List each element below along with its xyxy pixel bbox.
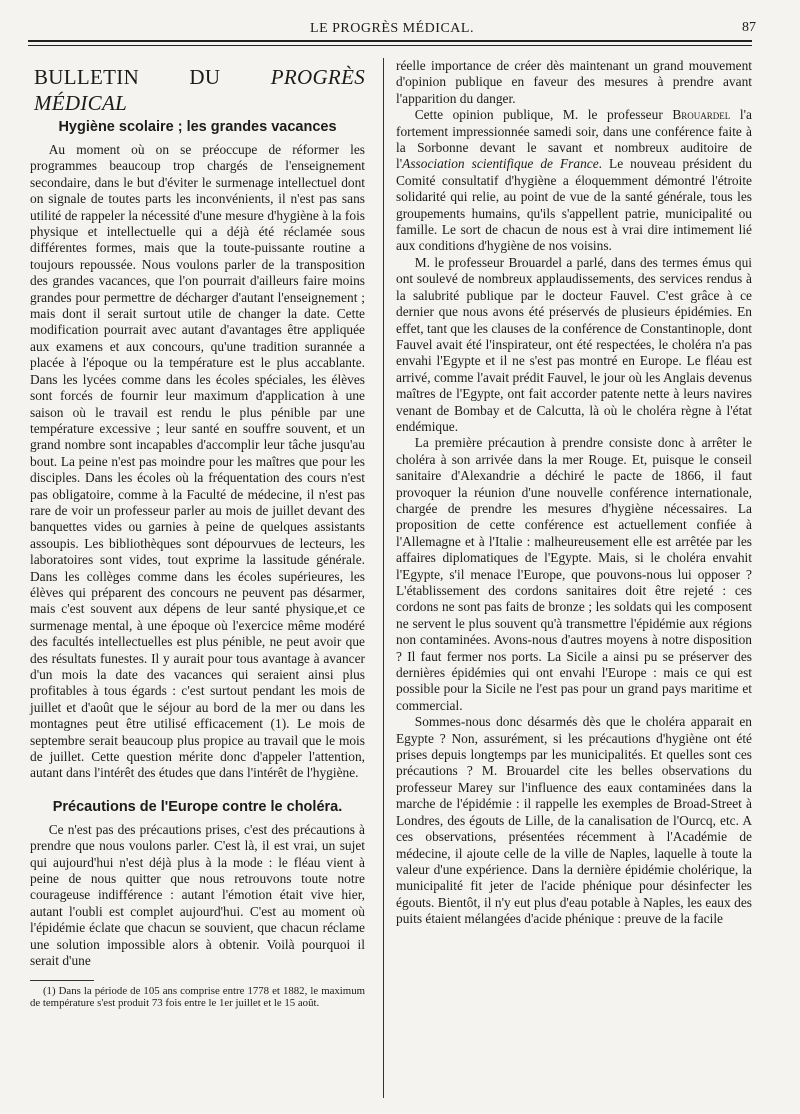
footnote: (1) Dans la période de 105 ans comprise entre 1778 et 1882, le maximum de température s'est produit 73 fois entre le 1er juillet et le 15 août. bbox=[30, 984, 365, 1009]
paragraph-municipal-precautions: Sommes-nous donc désarmés dès que le choléra apparait en Egypte ? Non, assurément, si les précautions d'hygiène ont été prises depuis longtemps par les municipalités. Et quelles sont ces précautions ? M. Brouardel cite les belles observations du professeur Marey sur l'influence des eaux contaminées dans la marche de l'épidémie : il rappelle les exemples de Broad-Street à Londres, des égouts de Lille, de la canalisation de l'Ourcq, etc. A ces observations, présentées récemment à l'Académie de médecine, il ajoute celle de la ville de Naples, laquelle à toute la valeur d'une expérience. Dans la dernière épidémie cholérique, la municipalité fit jeter de l'acide phénique pour désinfecter les égouts. Bientôt, il n'y eut plus d'eau potable à Naples, les eaux des puits étaient mélangées d'acide phénique : preuve de la facile bbox=[396, 714, 752, 927]
right-column bbox=[396, 58, 752, 928]
paragraph-fauvel: M. le professeur Brouardel a parlé, dans des termes émus qui ont soulevé de nombreux applaudissements, des services rendus à la salubrité publique par le docteur Fauvel. C'est grâce à ce dernier que nous avons été préservés de plusieurs épidémies. En effet, tant que les clauses de la conférence de Constantinople, dont Fauvel avait été l'inspirateur, ont été respectées, le choléra n'a pas envahi l'Egypte et il ne s'est pas montré en Europe. Le fléau est arrivé, comme l'avait prédit Fauvel, le jour où les Anglais devenus maîtres de l'Egypte, ont fait accorder patente nette à leurs navires venant de Bombay et de Calcutta, là où le choléra règne à l'état endémique. bbox=[396, 254, 752, 434]
text-segment: Cette opinion publique, M. le professeur bbox=[414, 107, 673, 123]
bulletin-heading bbox=[34, 64, 365, 116]
bulletin-heading-prefix: BULLETIN DU bbox=[34, 65, 271, 89]
bulletin-heading-journal: PROGRÈS MÉDICAL bbox=[34, 65, 365, 115]
footnote-rule bbox=[30, 980, 94, 981]
section-title-cholera: Précautions de l'Europe contre le choléra. bbox=[52, 798, 343, 815]
left-column bbox=[30, 58, 365, 1009]
page-header bbox=[28, 20, 756, 40]
association-name: Association scientifique de France bbox=[402, 156, 599, 172]
section-title-school-hygiene: Hygiène scolaire ; les grandes vacances bbox=[58, 119, 337, 135]
page-number: 87 bbox=[742, 20, 756, 35]
text-segment: l'a fortement impressionnée samedi soir, dans une conférence faite à la Sorbonne devant le savant et nombreux auditoire de l' bbox=[396, 107, 752, 172]
header-rule-thin bbox=[28, 45, 752, 46]
paragraph-continuation: réelle importance de créer dès maintenant un grand mouvement d'opinion publique en faveur des mesures à prendre avant l'apparition du danger. bbox=[396, 58, 752, 106]
paragraph-brouardel-conference bbox=[396, 107, 752, 255]
column-divider bbox=[383, 58, 384, 1098]
paragraph-first-precaution: La première précaution à prendre consiste donc à arrêter le choléra à son arrivée dans la mer Rouge. Et, puisque le conseil sanitaire d'Alexandrie a déchiré le pacte de 1866, il faut provoquer la réunion d'une nouvelle conférence internationale, chargée de prendre les mesures d'hygiène nécessaires. La proposition de cette conférence est actuellement confiée à l'Allemagne et à l'Italie : malheureusement elle est arrêtée par les affaires diplomatiques de l'Egypte. Mais, si le choléra envahit l'Egypte, s'il menace l'Europe, que pouvons-nous lui opposer ? L'établissement des cordons sanitaires doit être rejeté : ces cordons ne sont pas faits de bronze ; les soldats qui les composent ne servent le plus souvent qu'à transmettre l'épidémie aux régions non contaminées. Avons-nous d'autres moyens à notre disposition ? Il faut fermer nos ports. La Sicile a ainsi pu se préserver des dernières épidémies qui ont envahi l'Europe : mais ce qui est possible pour la Sicile ne l'est pas pour un grand pays maritime et commercial. bbox=[396, 435, 752, 713]
author-name: Brouardel bbox=[672, 107, 731, 123]
paragraph-cholera-intro: Ce n'est pas des précautions prises, c'est des précautions à prendre que nous voulons parler. C'est là, il est vrai, un sujet qui aujourd'hui n'est déjà plus à la mode : le fléau vient à peine de nous quitter que nous retrouvons toute notre courageuse indifférence : autant l'émotion était vive hier, autant l'oubli est complet aujourd'hui. C'est au moment où l'épidémie éclate que chacun se souvient, que chacun réclame une solution impossible alors à obtenir. Voilà pourquoi il serait d'une bbox=[30, 821, 365, 969]
paragraph-school-hygiene: Au moment où on se préoccupe de réformer les programmes beaucoup trop chargés de l'enseignement secondaire, dans le but d'éviter le surmenage intellectuel dont on signale de toutes parts les inconvénients, il n'est pas sans utilité de rappeler la nécessité d'une mesure d'hygiène à la fois physique et intellectuelle qui a déjà été réclamée sous différentes formes, mais que la toute-puissante routine a toujours repoussée. Nous voulons parler de la transposition des grandes vacances, que l'on pourrait d'ailleurs faire moins grandes pour permettre de décharger d'autant l'enseignement ; mais dont il serait surtout utile de changer la date. Cette modification pourrait avec autant d'avantages être appliquée aux examens et aux concours, qu'une tradition surannée a placée à l'époque ou la température est le plus accablante. Dans les lycées comme dans les écoles spéciales, les élèves sont forcés de fournir leur maximum d'application à une saison où le travail est rendu le plus pénible par une température excessive ; leur santé en souffre souvent, et un grand nombre sont incapables d'accomplir leur tâche jusqu'au bout. La peine n'est pas moindre pour les maîtres que pour les disciples. Dans les écoles où la fréquentation des cours n'est pas obligatoire, comme à la Faculté de médecine, il n'est pas rare de voir un professeur parler au mois de juillet devant des banquettes vides ou garnies à peine de quelques assistants assoupis. Les bibliothèques sont dépourvues de lecteurs, les laboratoires sont vides, tout exprime la lassitude générale. Dans les collèges comme dans les écoles supérieures, les élèves qui préparent des concours ne peuvent pas désarmer, mais c'est souvent aux dépens de leur santé physique,et ce surmenage mental, à une époque où l'exercice même modéré des facultés intellectuelles est plus pénible, ne peut avoir que des résultats funestes. Il y aurait pour tous avantage à avancer d'un mois la date des vacances qui seraient ainsi plus profitables à tous égards : c'est surtout pendant les mois de juillet et d'août que le séjour au bord de la mer ou dans les montagnes peut être utilisé efficacement (1). Le mois de septembre serait beaucoup plus propice au travail que le mois de juillet. Cette question mérite donc d'appeler l'attention, autant dans l'intérêt des études que dans l'intérêt de l'hygiène. bbox=[30, 142, 365, 781]
text-segment: . Le nouveau président du Comité consultatif d'hygiène a éloquemment démontré l'étroite solidarité qui relie, au point de vue de la santé générale, tous les groupements humains, qu'ils s'appellent patrie, municipalité ou famille. Le sort de chacun de nous est à vrai dire intimement lié aux conditions d'hygiène de nos voisins. bbox=[396, 156, 752, 254]
running-title: LE PROGRÈS MÉDICAL. bbox=[310, 21, 474, 36]
header-rule-thick bbox=[28, 40, 752, 42]
